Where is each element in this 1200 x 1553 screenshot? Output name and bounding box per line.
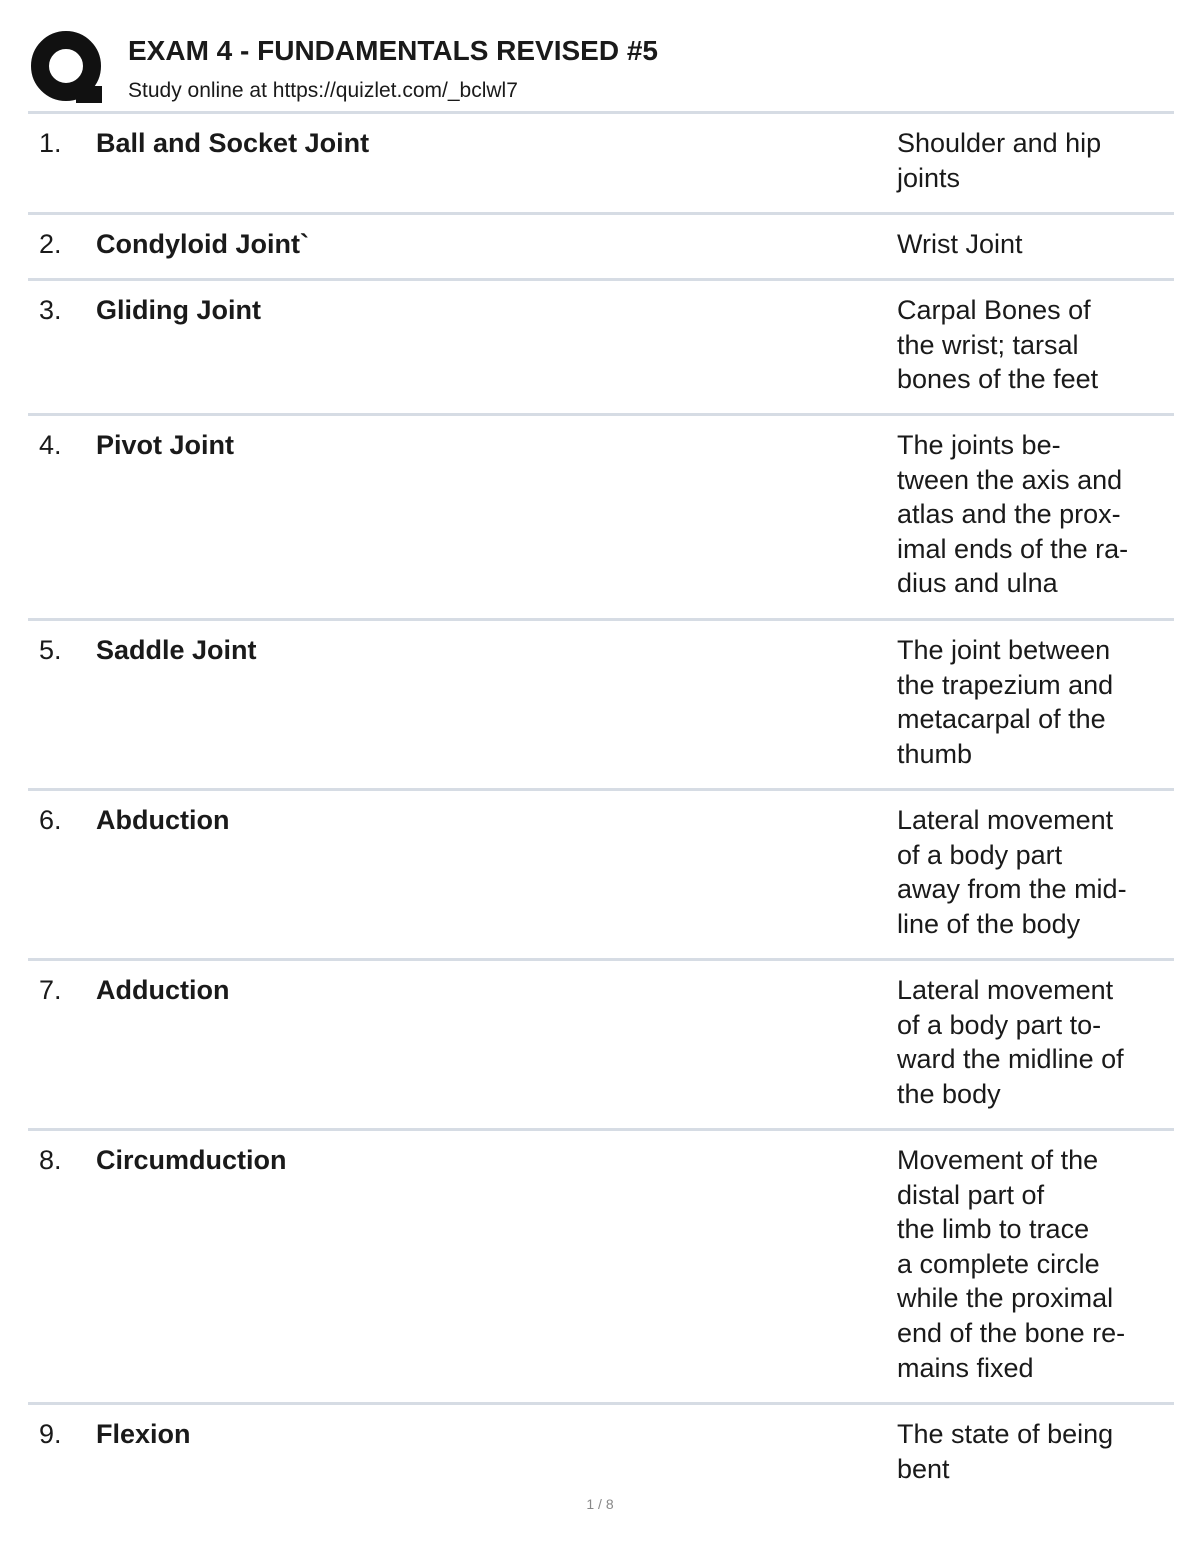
page-number: 1 / 8 <box>586 1496 614 1512</box>
card-row <box>28 1128 1174 1402</box>
card-term: Adduction <box>96 975 230 1005</box>
card-definition: Wrist Joint <box>897 229 1023 259</box>
card-term: Circumduction <box>96 1145 287 1175</box>
card-number: 5. <box>39 635 62 665</box>
card-row <box>28 958 1174 1128</box>
card-definition: Movement of the distal part of the limb to trace a complete circle while the proximal end of the bone re- mains fixed <box>897 1145 1126 1383</box>
card-number: 2. <box>39 229 62 259</box>
card-row <box>28 212 1174 278</box>
card-definition: The joints be- tween the axis and atlas and the prox- imal ends of the ra- dius and ulna <box>897 430 1129 599</box>
card-term: Pivot Joint <box>96 430 235 460</box>
card-row <box>28 788 1174 958</box>
card-term: Ball and Socket Joint <box>96 128 370 158</box>
card-number: 4. <box>39 430 62 460</box>
card-definition: The state of being bent <box>897 1419 1114 1484</box>
quizlet-logo-icon <box>30 30 106 106</box>
card-term: Saddle Joint <box>96 635 257 665</box>
card-definition: Lateral movement of a body part to- ward the midline of the body <box>897 975 1124 1109</box>
flashcard-list <box>28 111 1174 1495</box>
card-definition: The joint between the trapezium and metacarpal of the thumb <box>897 635 1114 769</box>
card-number: 1. <box>39 128 62 158</box>
card-definition: Carpal Bones of the wrist; tarsal bones of the feet <box>897 295 1099 395</box>
card-definition: Shoulder and hip joints <box>897 128 1102 193</box>
card-row <box>28 413 1174 618</box>
card-term: Gliding Joint <box>96 295 261 325</box>
card-row <box>28 1402 1174 1495</box>
card-definition: Lateral movement of a body part away from the mid- line of the body <box>897 805 1127 939</box>
study-online-link[interactable]: Study online at https://quizlet.com/_bclwl7 <box>128 79 518 102</box>
card-number: 3. <box>39 295 62 325</box>
page-title: EXAM 4 - FUNDAMENTALS REVISED #5 <box>128 35 658 66</box>
card-number: 8. <box>39 1145 62 1175</box>
card-number: 6. <box>39 805 62 835</box>
card-term: Abduction <box>96 805 230 835</box>
page-header <box>30 28 1174 114</box>
card-row <box>28 111 1174 212</box>
card-term: Flexion <box>96 1419 191 1449</box>
card-row <box>28 618 1174 788</box>
card-number: 9. <box>39 1419 62 1449</box>
card-row <box>28 278 1174 413</box>
card-number: 7. <box>39 975 62 1005</box>
card-term: Condyloid Joint` <box>96 229 309 259</box>
